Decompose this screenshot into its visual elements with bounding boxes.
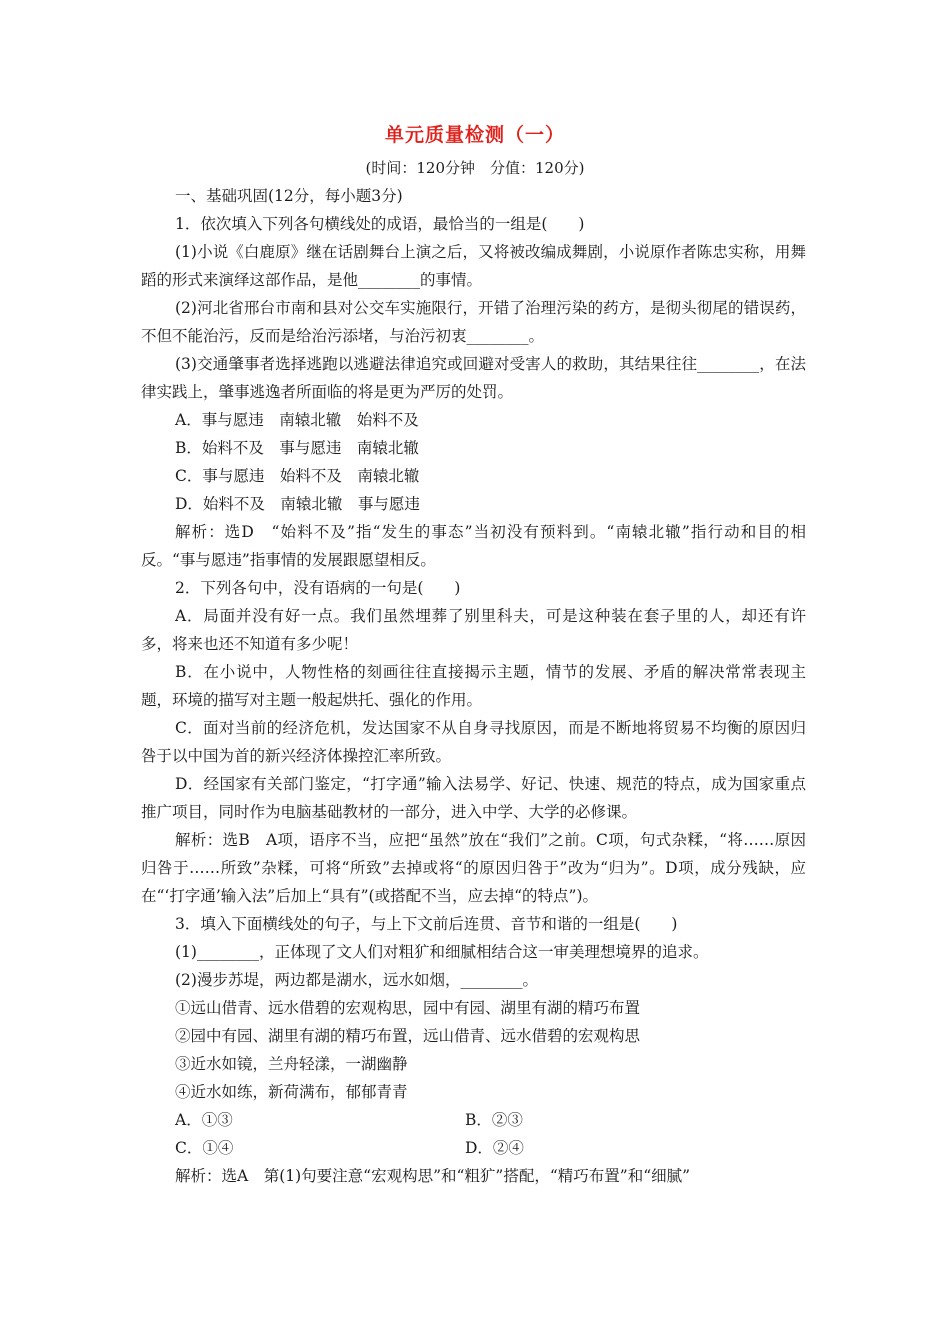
question-3-item-2: (2)漫步苏堤，两边都是湖水，远水如烟，________。 xyxy=(175,971,538,989)
question-1-analysis: 解析：选D “始料不及”指“发生的事态”当初没有预料到。“南辕北辙”指行动和目的相反。“事与愿违”指事情的发展跟愿望相反。 xyxy=(141,523,806,569)
question-2-option-c: C．面对当前的经济危机，发达国家不从自身寻找原因，而是不断地将贸易不均衡的原因归咎于以中国为首的新兴经济体操控汇率所致。 xyxy=(141,719,806,765)
question-3-option-c: C．①④ xyxy=(175,1139,234,1157)
question-1-option-b: B．始料不及 事与愿违 南辕北辙 xyxy=(175,439,419,457)
question-1-option-c: C．事与愿违 始料不及 南辕北辙 xyxy=(175,467,420,485)
question-1-item-1: (1)小说《白鹿原》继在话剧舞台上演之后，又将被改编成舞剧，小说原作者陈忠实称，用舞蹈的形式来演绎这部作品，是他________的事情。 xyxy=(141,243,806,289)
question-2-option-b: B．在小说中，人物性格的刻画往往直接揭示主题，情节的发展、矛盾的解决常常表现主题，环境的描写对主题一般起烘托、强化的作用。 xyxy=(141,663,806,709)
question-3-choice-1: ①远山借青、远水借碧的宏观构思，园中有园、湖里有湖的精巧布置 xyxy=(175,999,641,1017)
question-1-option-d: D．始料不及 南辕北辙 事与愿违 xyxy=(175,495,420,513)
section-heading: 一、基础巩固(12分，每小题3分) xyxy=(175,187,403,205)
question-2: 2．下列各句中，没有语病的一句是( ) xyxy=(175,579,461,597)
question-2-option-a: A．局面并没有好一点。我们虽然埋葬了别里科夫，可是这种装在套子里的人，却还有许多，将来也还不知道有多少呢！ xyxy=(141,607,806,653)
question-2-analysis: 解析：选B A项，语序不当，应把“虽然”放在“我们”之前。C项，句式杂糅，“将……原因归咎于……所致”杂糅，可将“所致”去掉或将“的原因归咎于”改为“归为”。D项，成分残缺，应在“‘打字通’输入法”后加上“具有”(或搭配不当，应去掉“的特点”)。 xyxy=(141,831,806,905)
question-1-item-2: (2)河北省邢台市南和县对公交车实施限行，开错了治理污染的药方，是彻头彻尾的错误药，不但不能治污，反而是给治污添堵，与治污初衷________。 xyxy=(141,299,806,345)
question-1: 1．依次填入下列各句横线处的成语，最恰当的一组是( ) xyxy=(175,215,585,233)
question-2-option-d: D．经国家有关部门鉴定，“打字通”输入法易学、好记、快速、规范的特点，成为国家重点推广项目，同时作为电脑基础教材的一部分，进入中学、大学的必修课。 xyxy=(141,775,806,821)
question-3-option-a: A．①③ xyxy=(175,1111,233,1129)
page-subtitle: (时间：120分钟 分值：120分) xyxy=(365,159,585,177)
question-1-item-3: (3)交通肇事者选择逃跑以逃避法律追究或回避对受害人的救助，其结果往往________，在法律实践上，肇事逃逸者所面临的将是更为严厉的处罚。 xyxy=(141,355,806,401)
question-3-item-1: (1)________，正体现了文人们对粗犷和细腻相结合这一审美理想境界的追求。 xyxy=(175,943,709,961)
question-3-choice-2: ②园中有园、湖里有湖的精巧布置，远山借青、远水借碧的宏观构思 xyxy=(175,1027,641,1045)
question-3: 3．填入下面横线处的句子，与上下文前后连贯、音节和谐的一组是( ) xyxy=(175,915,678,933)
question-3-choice-3: ③近水如镜，兰舟轻漾，一湖幽静 xyxy=(175,1055,408,1073)
question-3-analysis: 解析：选A 第(1)句要注意“宏观构思”和“粗犷”搭配，“精巧布置”和“细腻” xyxy=(175,1167,691,1185)
question-1-option-a: A．事与愿违 南辕北辙 始料不及 xyxy=(175,411,419,429)
question-3-option-b: B．②③ xyxy=(465,1111,523,1129)
question-3-option-d: D．②④ xyxy=(465,1139,524,1157)
page-title: 单元质量检测（一） xyxy=(384,124,565,146)
question-3-choice-4: ④近水如练，新荷满布，郁郁青青 xyxy=(175,1083,408,1101)
document-body xyxy=(141,182,806,1190)
question-3-options-row-1 xyxy=(141,1106,806,1134)
question-3-options-row-2 xyxy=(141,1134,806,1162)
